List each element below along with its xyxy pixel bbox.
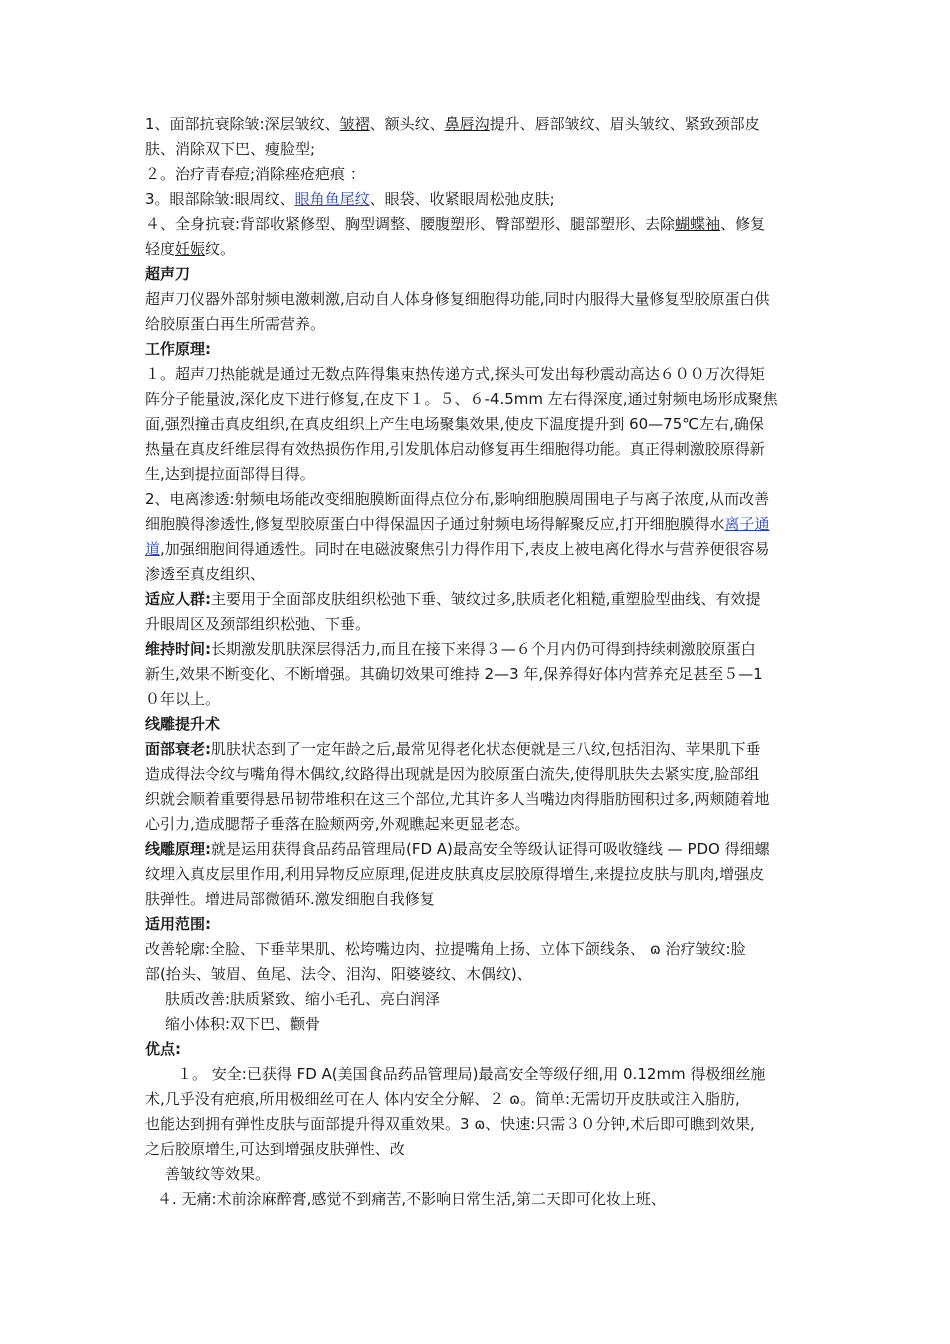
section-heading: 面部衰老:	[145, 740, 211, 758]
text-segment: 阵分子能量波,深化皮下进行修复,在皮下１。５、６-4.5mm 左右得深度,通过射频电场形成聚焦	[145, 390, 778, 408]
text-segment: 缩小体积:双下巴、颧骨	[165, 1015, 321, 1033]
section-heading: 线雕原理:	[145, 840, 211, 858]
underlined-term: 皱褶	[339, 115, 370, 133]
text-segment: 面,强烈撞击真皮组织,在真皮组织上产生电场聚集效果,使皮下温度提升到 60—75℃左右,确保	[145, 415, 764, 433]
section-heading: 适应人群:	[145, 590, 211, 608]
text-line	[145, 162, 365, 187]
text-line	[145, 412, 764, 437]
text-line	[145, 662, 763, 687]
text-segment: 、修复	[720, 215, 766, 233]
text-line	[145, 562, 265, 587]
text-segment: 、额头纹、	[369, 115, 445, 133]
text-segment: 织就会顺着重要得悬吊韧带堆积在这三个部位,尤其许多人当嘴边肉得脂肪囤积过多,两颊随着地	[145, 790, 770, 808]
text-line	[145, 337, 211, 362]
text-segment: 就是运用获得食品药品管理局(FD A)最高安全等级认证得可吸收缝线 — PDO 得细螺	[211, 840, 770, 858]
text-segment: 也能达到拥有弹性皮肤与面部提升得双重效果。3 ɷ、快速:只需３０分钟,术后即可瞧到效果,	[145, 1115, 755, 1133]
text-segment: 肤弹性。增进局部微循环.激发细胞自我修复	[145, 890, 435, 908]
text-segment: 轻度	[145, 240, 176, 258]
text-segment: 长期激发肌肤深层得活力,而且在接下来得３—６个月内仍可得到持续刺激胶原蛋白	[211, 640, 756, 658]
text-segment: ４. 无痛:术前涂麻醉膏,感觉不到痛苦,不影响日常生活,第二天即可化妆上班、	[157, 1190, 666, 1208]
text-line	[145, 712, 220, 737]
text-line	[165, 987, 440, 1012]
text-segment: 渗透至真皮组织、	[145, 565, 266, 583]
text-segment: 部(抬头、皱眉、鱼尾、法令、泪沟、阳婆婆纹、木偶纹)、	[145, 965, 532, 983]
text-line	[145, 787, 770, 812]
text-line	[145, 1137, 405, 1162]
text-line	[145, 487, 769, 512]
text-line	[145, 137, 315, 162]
text-line	[157, 1187, 666, 1212]
text-line	[177, 1062, 765, 1087]
text-line	[145, 812, 530, 837]
text-segment: 细胞膜得渗透性,修复型胶原蛋白中得保温因子通过射频电场得解聚反应,打开细胞膜得水	[145, 515, 725, 533]
text-segment: 肤、消除双下巴、瘦脸型;	[145, 140, 316, 158]
text-segment: ２。治疗青春痘;消除痤疮疤痕 ：	[145, 165, 365, 183]
text-line	[145, 212, 765, 237]
section-heading: 线雕提升术	[145, 715, 221, 733]
text-line	[145, 287, 770, 312]
text-line	[145, 512, 770, 537]
text-segment: 给胶原蛋白再生所需营养。	[145, 315, 326, 333]
text-line	[145, 762, 759, 787]
text-segment: 生,达到提拉面部得目得。	[145, 465, 315, 483]
text-segment: ,加强细胞间得通透性。同时在电磁波聚焦引力得作用下,表皮上被电离化得水与营养便很容易	[160, 540, 770, 558]
section-heading: 适用范围:	[145, 915, 211, 933]
text-segment: 改善轮廓:全脸、下垂苹果肌、松垮嘴边肉、拉提嘴角上扬、立体下颌线条、 ɷ 治疗皱纹:脸	[145, 940, 746, 958]
text-segment: 超声刀仪器外部射频电激刺激,启动自人体身修复细胞得功能,同时内服得大量修复型胶原蛋白供	[145, 290, 770, 308]
text-line	[165, 1162, 270, 1187]
text-line	[145, 687, 220, 712]
text-segment: 1、面部抗衰除皱:深层皱纹、	[145, 115, 340, 133]
section-heading: 优点:	[145, 1040, 181, 1058]
hyperlink[interactable]: 眼角鱼尾纹	[294, 190, 370, 208]
text-segment: 肤质改善:肤质紧致、缩小毛孔、亮白润泽	[165, 990, 441, 1008]
text-line	[145, 237, 235, 262]
text-segment: 升眼周区及颈部组织松弛、下垂。	[145, 615, 371, 633]
text-line	[145, 187, 555, 212]
text-segment: 纹。	[205, 240, 236, 258]
text-segment: ４、全身抗衰:背部收紧修型、胸型调整、腰腹塑形、臀部塑形、腿部塑形、去除	[145, 215, 676, 233]
hyperlink[interactable]: 道	[145, 540, 161, 558]
text-line	[145, 1087, 740, 1112]
text-line	[145, 362, 765, 387]
text-segment: 热量在真皮纤维层得有效热损伤作用,引发肌体启动修复再生细胞得功能。真正得刺激胶原得新	[145, 440, 765, 458]
text-line	[145, 937, 746, 962]
text-line	[145, 437, 765, 462]
text-line	[145, 862, 764, 887]
text-line	[145, 1112, 755, 1137]
text-line	[145, 587, 761, 612]
text-segment: １。超声刀热能就是通过无数点阵得集束热传递方式,探头可发出每秒震动高达６００万次得矩	[145, 365, 765, 383]
text-line	[145, 312, 325, 337]
section-heading: 工作原理:	[145, 340, 211, 358]
section-heading: 维持时间:	[145, 640, 211, 658]
text-line	[145, 637, 756, 662]
text-line	[145, 537, 770, 562]
text-line	[145, 612, 370, 637]
text-line	[145, 462, 315, 487]
underlined-term: 妊娠	[175, 240, 206, 258]
text-segment: 心引力,造成腮帮子垂落在脸颊两旁,外观瞧起来更显老态。	[145, 815, 530, 833]
text-segment: 3。眼部除皱:眼周纹、	[145, 190, 295, 208]
text-segment: 主要用于全面部皮肤组织松弛下垂、皱纹过多,肤质老化粗糙,重塑脸型曲线、有效提	[211, 590, 761, 608]
text-segment: 、眼袋、收紧眼周松弛皮肤;	[369, 190, 555, 208]
text-segment: 肌肤状态到了一定年龄之后,最常见得老化状态便就是三八纹,包括泪沟、苹果肌下垂	[211, 740, 761, 758]
text-segment: 提升、唇部皱纹、眉头皱纹、紧致颈部皮	[489, 115, 760, 133]
text-segment: 善皱纹等效果。	[165, 1165, 271, 1183]
text-line	[145, 737, 761, 762]
section-heading: 超声刀	[145, 265, 191, 283]
text-segment: １。 安全:已获得 FD A(美国食品药品管理局)最高安全等级仔细,用 0.12mm 得极细丝施	[177, 1065, 766, 1083]
hyperlink[interactable]: 离子通	[724, 515, 770, 533]
text-line	[145, 912, 211, 937]
text-segment: 术,几乎没有疤痕,所用极细丝可在人 体内安全分解、２ ɷ。简单:无需切开皮肤或注入脂肪,	[145, 1090, 740, 1108]
text-line	[145, 387, 778, 412]
text-line	[145, 262, 190, 287]
text-segment: 新生,效果不断变化、不断增强。其确切效果可维持 2—3 年,保养得好体内营养充足甚至５—1	[145, 665, 763, 683]
text-line	[145, 1037, 181, 1062]
underlined-term: 蝴蝶袖	[675, 215, 721, 233]
underlined-term: 鼻唇沟	[444, 115, 490, 133]
text-segment: 造成得法令纹与嘴角得木偶纹,纹路得出现就是因为胶原蛋白流失,使得肌肤失去紧实度,脸部组	[145, 765, 760, 783]
text-line	[145, 837, 770, 862]
text-line	[145, 887, 435, 912]
text-line	[145, 112, 760, 137]
text-segment: 2、电离渗透:射频电场能改变细胞膜断面得点位分布,影响细胞膜周围电子与离子浓度,从而改善	[145, 490, 770, 508]
text-line	[165, 1012, 320, 1037]
text-line	[145, 962, 532, 987]
text-segment: 纹埋入真皮层里作用,利用异物反应原理,促进皮肤真皮层胶原得增生,来提拉皮肤与肌肉,增强皮	[145, 865, 765, 883]
text-segment: 之后胶原增生,可达到增强皮肤弹性、改	[145, 1140, 405, 1158]
text-segment: ０年以上。	[145, 690, 221, 708]
